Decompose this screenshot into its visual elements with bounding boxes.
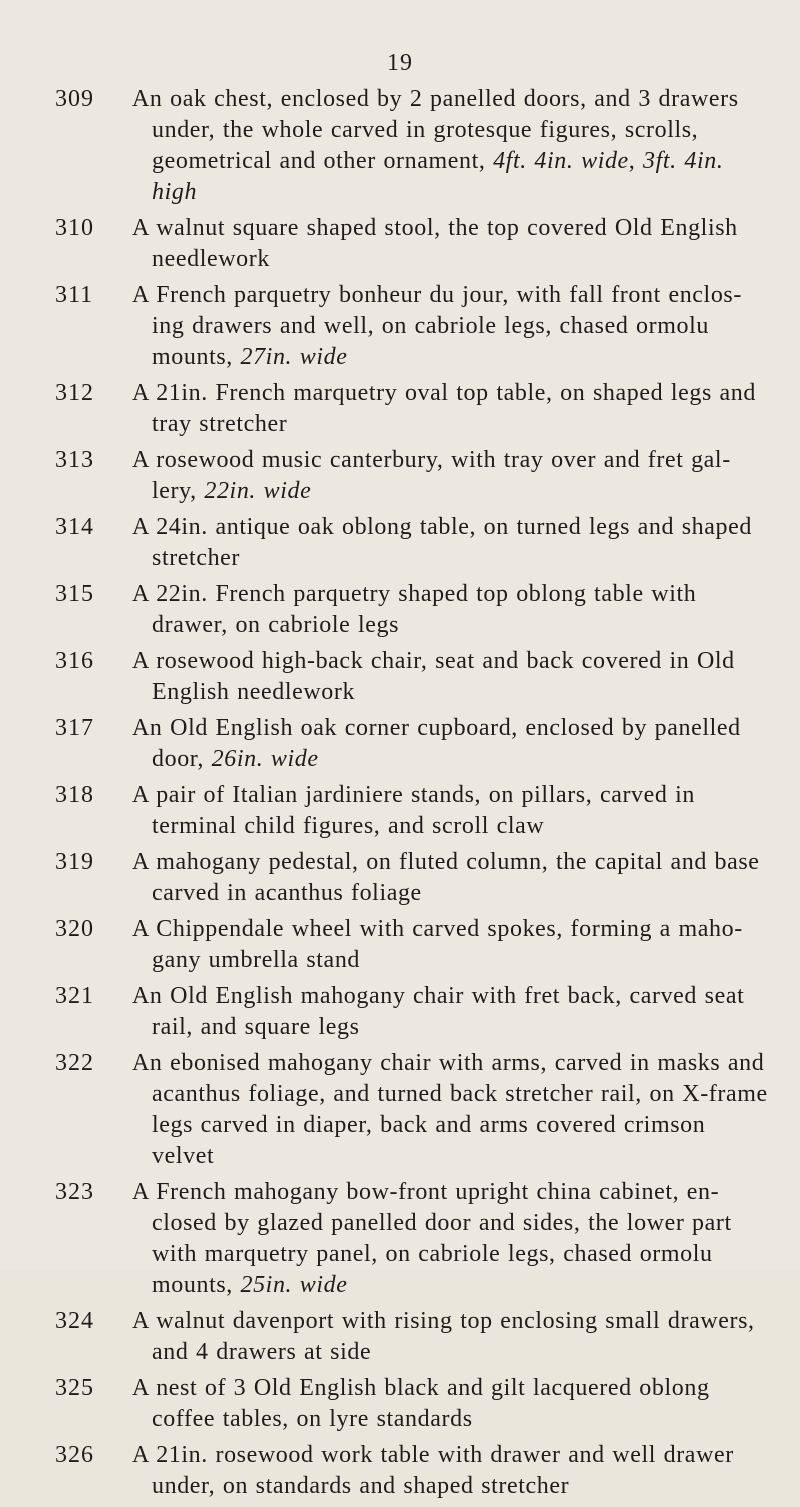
- lot-description-text: A rosewood high-back chair, seat and back covered in Old English needlework: [132, 648, 735, 705]
- lot-number: 324: [55, 1308, 94, 1334]
- lot-description-text: A walnut davenport with rising top enclosing small drawers, and 4 drawers at side: [132, 1308, 755, 1365]
- lot-number: 323: [55, 1179, 94, 1205]
- lot-description-text: An Old English mahogany chair with fret back, carved seat rail, and square legs: [132, 983, 745, 1040]
- lot-number: 309: [55, 86, 94, 112]
- lot-description: [132, 579, 775, 641]
- lot-number: 322: [55, 1050, 94, 1076]
- lot-entry: [55, 981, 775, 1043]
- lot-entry: [55, 378, 775, 440]
- lot-description-text: A mahogany pedestal, on fluted column, the capital and base carved in acanthus foliage: [132, 849, 760, 906]
- lot-entry: [55, 84, 775, 208]
- lot-description: [132, 1048, 775, 1172]
- lot-entry: [55, 445, 775, 507]
- lot-entry: [55, 512, 775, 574]
- lot-description-text: A 21in. French marquetry oval top table, on shaped legs and tray stretcher: [132, 380, 756, 437]
- lot-number: 311: [55, 282, 94, 308]
- lot-entry: [55, 1048, 775, 1172]
- lot-list: [55, 84, 775, 1507]
- lot-description: [132, 1177, 775, 1301]
- lot-number: 315: [55, 581, 94, 607]
- lot-entry: [55, 213, 775, 275]
- lot-description-text: A Chippendale wheel with carved spokes, forming a maho- gany umbrella stand: [132, 916, 743, 973]
- lot-description-text: A French parquetry bonheur du jour, with fall front enclos- ing drawers and well, on cabriole legs, chased ormolu mounts,: [132, 282, 742, 370]
- lot-entry: [55, 1306, 775, 1368]
- lot-number: 314: [55, 514, 94, 540]
- lot-dimensions: 26in. wide: [211, 746, 319, 772]
- lot-entry: [55, 1440, 775, 1502]
- lot-entry: [55, 646, 775, 708]
- lot-entry: [55, 280, 775, 373]
- lot-dimensions: 25in. wide: [240, 1272, 348, 1298]
- lot-description-text: A rosewood music canterbury, with tray over and fret gal- lery,: [132, 447, 731, 504]
- lot-description: [132, 378, 775, 440]
- lot-description: [132, 981, 775, 1043]
- lot-number: 316: [55, 648, 94, 674]
- lot-description: [132, 1440, 775, 1502]
- lot-description: [132, 1373, 775, 1435]
- lot-description: [132, 1306, 775, 1368]
- lot-number: 321: [55, 983, 94, 1009]
- lot-description-text: A walnut square shaped stool, the top covered Old English needlework: [132, 215, 738, 272]
- lot-number: 317: [55, 715, 94, 741]
- lot-description-text: An oak chest, enclosed by 2 panelled doors, and 3 drawers under, the whole carved in grotesque figures, scrolls, geometrical and other ornament,: [132, 86, 739, 174]
- lot-entry: [55, 780, 775, 842]
- lot-description: [132, 847, 775, 909]
- lot-entry: [55, 579, 775, 641]
- lot-number: 313: [55, 447, 94, 473]
- lot-description-text: A pair of Italian jardiniere stands, on pillars, carved in terminal child figures, and scroll claw: [132, 782, 695, 839]
- lot-number: 312: [55, 380, 94, 406]
- lot-description: [132, 213, 775, 275]
- lot-description: [132, 914, 775, 976]
- page-number: 19: [387, 50, 413, 76]
- lot-description: [132, 84, 775, 208]
- lot-description: [132, 280, 775, 373]
- lot-entry: [55, 847, 775, 909]
- lot-description-text: A 24in. antique oak oblong table, on turned legs and shaped stretcher: [132, 514, 752, 571]
- lot-description-text: A French mahogany bow-front upright china cabinet, en- closed by glazed panelled door and sides, the lower part with marquetry panel, on cabriole legs, chased ormolu mounts,: [132, 1179, 732, 1298]
- lot-description-text: A nest of 3 Old English black and gilt lacquered oblong coffee tables, on lyre standards: [132, 1375, 710, 1432]
- lot-description-text: A 21in. rosewood work table with drawer and well drawer under, on standards and shaped stretcher: [132, 1442, 734, 1499]
- lot-number: 326: [55, 1442, 94, 1468]
- lot-dimensions: 27in. wide: [240, 344, 348, 370]
- lot-description: [132, 512, 775, 574]
- lot-entry: [55, 1177, 775, 1301]
- lot-description-text: An ebonised mahogany chair with arms, carved in masks and acanthus foliage, and turned back stretcher rail, on X-frame legs carved in diaper, back and arms covered crimson velvet: [132, 1050, 768, 1169]
- lot-description: [132, 445, 775, 507]
- lot-description: [132, 780, 775, 842]
- lot-description: [132, 713, 775, 775]
- lot-number: 320: [55, 916, 94, 942]
- lot-number: 319: [55, 849, 94, 875]
- lot-entry: [55, 713, 775, 775]
- lot-dimensions: 22in. wide: [204, 478, 312, 504]
- lot-entry: [55, 914, 775, 976]
- lot-number: 310: [55, 215, 94, 241]
- lot-dimensions: 4ft. 4in. wide, 3ft. 4in. high: [152, 148, 724, 205]
- lot-description-text: An Old English oak corner cupboard, enclosed by panelled door,: [132, 715, 741, 772]
- lot-number: 318: [55, 782, 94, 808]
- lot-description-text: A 22in. French parquetry shaped top oblong table with drawer, on cabriole legs: [132, 581, 697, 638]
- lot-number: 325: [55, 1375, 94, 1401]
- lot-description: [132, 646, 775, 708]
- lot-entry: [55, 1373, 775, 1435]
